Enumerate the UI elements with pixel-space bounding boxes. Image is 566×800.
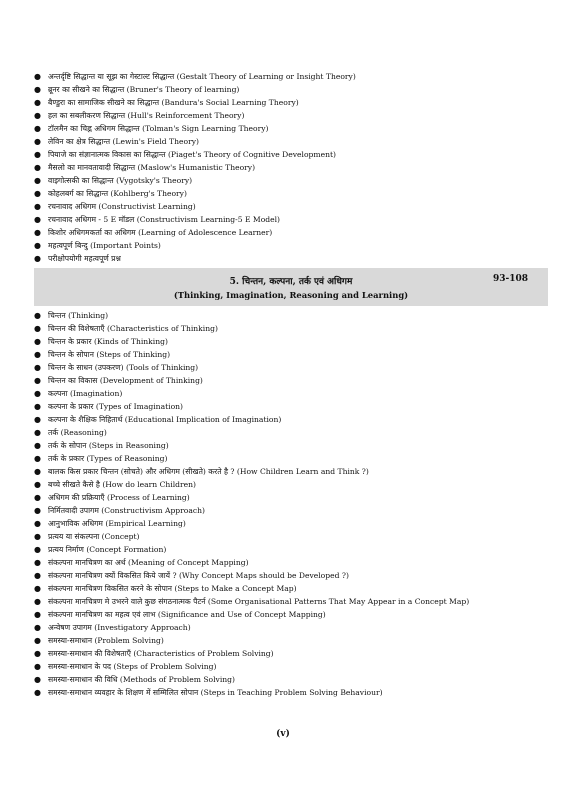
bullet-icon: ● (34, 402, 41, 411)
toc-item-text: प्रत्यय या संकल्पना (Concept) (48, 532, 140, 541)
toc-item (34, 491, 534, 504)
toc-item (34, 465, 534, 478)
toc-item-text: कल्पना के शैक्षिक निहितार्थ (Educational Implication of Imagination) (48, 415, 282, 424)
toc-item-text: प्रत्यय निर्माण (Concept Formation) (48, 545, 167, 554)
toc-item (34, 70, 534, 83)
toc-item (34, 400, 534, 413)
bullet-icon: ● (34, 124, 41, 133)
bullet-icon: ● (34, 137, 41, 146)
bullet-icon: ● (34, 350, 41, 359)
toc-item-text: चिन्तन के प्रकार (Kinds of Thinking) (48, 337, 168, 346)
bullet-icon: ● (34, 337, 41, 346)
toc-item (34, 478, 534, 491)
bullet-icon: ● (34, 85, 41, 94)
bullet-icon: ● (34, 241, 41, 250)
toc-item-text: समस्या-समाधान की विशेषताएँ (Characteristics of Problem Solving) (48, 649, 274, 658)
toc-item-text: परीक्षोपयोगी महत्वपूर्ण प्रश्न (48, 254, 121, 263)
bullet-icon: ● (34, 675, 41, 684)
toc-item-text: अधिगम की प्रक्रियाएँ (Process of Learning) (48, 493, 190, 502)
bullet-icon: ● (34, 376, 41, 385)
bullet-icon: ● (34, 649, 41, 658)
bullet-icon: ● (34, 480, 41, 489)
bullet-icon: ● (34, 202, 41, 211)
toc-item (34, 413, 534, 426)
toc-item-text: संकल्पना मानचित्रण का महत्व एवं लाभ (Significance and Use of Concept Mapping) (48, 610, 326, 619)
bullet-icon: ● (34, 532, 41, 541)
toc-item (34, 374, 534, 387)
chapter-subtitle: (Thinking, Imagination, Reasoning and Learning) (173, 290, 409, 300)
toc-item (34, 621, 534, 634)
toc-item-text: पियाजे का संज्ञानात्मक विकास का सिद्धान्त (Piaget's Theory of Cognitive Development) (48, 150, 336, 159)
toc-item-text: चिन्तन का विकास (Development of Thinking) (48, 376, 203, 385)
bullet-icon: ● (34, 254, 41, 263)
toc-item-text: निर्मितवादी उपागम (Constructivism Approach) (48, 506, 205, 515)
toc-item-text: संकल्पना मानचित्रण का अर्थ (Meaning of Concept Mapping) (48, 558, 249, 567)
bullet-icon: ● (34, 441, 41, 450)
toc-item-text: लेविन का क्षेत्र सिद्धान्त (Lewin's Field Theory) (48, 137, 199, 146)
bullet-icon: ● (34, 454, 41, 463)
toc-item-text: बैण्डुरा का सामाजिक सीखने का सिद्धान्त (Bandura's Social Learning Theory) (48, 98, 299, 107)
toc-item-text: आनुभाविक अधिगम (Empirical Learning) (48, 519, 186, 528)
bullet-icon: ● (34, 610, 41, 619)
toc-item (34, 530, 534, 543)
bullet-icon: ● (34, 584, 41, 593)
toc-list-chapter-5 (34, 309, 534, 699)
toc-item (34, 543, 534, 556)
toc-item-text: टॉलमैन का चिह्न अधिगम सिद्धान्त (Tolman's Sign Learning Theory) (48, 124, 269, 133)
toc-item (34, 660, 534, 673)
toc-item (34, 309, 534, 322)
bullet-icon: ● (34, 98, 41, 107)
toc-item-text: मैसलो का मानवतावादी सिद्धान्त (Maslow's Humanistic Theory) (48, 163, 256, 172)
toc-item-text: समस्या-समाधान के पद (Steps of Problem Solving) (48, 662, 217, 671)
bullet-icon: ● (34, 163, 41, 172)
toc-item (34, 517, 534, 530)
toc-item-text: तर्क के सोपान (Steps in Reasoning) (48, 441, 169, 450)
toc-item-text: समस्या-समाधान की विधि (Methods of Problem Solving) (48, 675, 235, 684)
toc-item (34, 439, 534, 452)
bullet-icon: ● (34, 311, 41, 320)
bullet-icon: ● (34, 428, 41, 437)
toc-item (34, 595, 534, 608)
toc-item (34, 187, 534, 200)
bullet-icon: ● (34, 623, 41, 632)
page-number: (v) (276, 729, 290, 739)
bullet-icon: ● (34, 150, 41, 159)
toc-item-text: समस्या-समाधान (Problem Solving) (48, 636, 164, 645)
toc-item (34, 647, 534, 660)
bullet-icon: ● (34, 597, 41, 606)
bullet-icon: ● (34, 688, 41, 697)
toc-item (34, 361, 534, 374)
toc-item (34, 452, 534, 465)
toc-item-text: चिन्तन के सोपान (Steps of Thinking) (48, 350, 171, 359)
toc-item (34, 174, 534, 187)
bullet-icon: ● (34, 571, 41, 580)
toc-item (34, 582, 534, 595)
toc-item-text: चिन्तन के साधन (उपकरण) (Tools of Thinking) (48, 363, 199, 372)
toc-item (34, 122, 534, 135)
bullet-icon: ● (34, 215, 41, 224)
toc-item-text: तर्क (Reasoning) (48, 428, 107, 437)
toc-item-text: वाइगोत्सकी का सिद्धान्त (Vygotsky's Theory) (48, 176, 193, 185)
toc-item-text: संकल्पना मानचित्रण विकसित करने के सोपान (Steps to Make a Concept Map) (48, 584, 297, 593)
toc-item (34, 556, 534, 569)
toc-item-text: समस्या-समाधान व्यवहार के शिक्षण में सम्मिलित सोपान (Steps in Teaching Problem Solving Behaviour) (48, 688, 383, 697)
toc-item (34, 335, 534, 348)
toc-item-text: अन्वेषण उपागम (Investigatory Approach) (48, 623, 191, 632)
toc-item (34, 226, 534, 239)
bullet-icon: ● (34, 662, 41, 671)
bullet-icon: ● (34, 189, 41, 198)
bullet-icon: ● (34, 467, 41, 476)
toc-item (34, 200, 534, 213)
toc-item (34, 569, 534, 582)
toc-item (34, 252, 534, 265)
toc-item-text: कल्पना के प्रकार (Types of Imagination) (48, 402, 184, 411)
toc-item (34, 109, 534, 122)
toc-item (34, 322, 534, 335)
toc-item (34, 673, 534, 686)
bullet-icon: ● (34, 111, 41, 120)
toc-item (34, 96, 534, 109)
toc-item-text: बालक किस प्रकार चिन्तन (सोचते) और अधिगम (सीखते) करते है ? (How Children Learn and Think ?) (48, 467, 369, 476)
bullet-icon: ● (34, 519, 41, 528)
toc-item (34, 239, 534, 252)
bullet-icon: ● (34, 389, 41, 398)
bullet-icon: ● (34, 72, 41, 81)
toc-item (34, 83, 534, 96)
toc-item (34, 504, 534, 517)
toc-item (34, 161, 534, 174)
chapter-title: 5. चिन्तन, कल्पना, तर्क एवं अधिगम (229, 277, 353, 287)
chapter-heading-bar (34, 268, 548, 306)
toc-item-text: संकल्पना मानचित्रण क्यों विकसित किये जायें ? (Why Concept Maps should be Developed ?) (48, 571, 349, 580)
toc-item-text: कल्पना (Imagination) (48, 389, 123, 398)
toc-item (34, 686, 534, 699)
toc-item-text: अन्तर्दृष्टि सिद्धान्त या सूझ का गेस्टाल्ट सिद्धान्त (Gestalt Theory of Learning or Insight Theory) (48, 72, 356, 81)
toc-item-text: रचनावाद अधिगम - 5 E मॉडल (Constructivism Learning-5 E Model) (48, 215, 281, 224)
toc-item-text: हल का सबलीकरण सिद्धान्त (Hull's Reinforcement Theory) (48, 111, 245, 120)
bullet-icon: ● (34, 636, 41, 645)
bullet-icon: ● (34, 324, 41, 333)
toc-item (34, 148, 534, 161)
bullet-icon: ● (34, 415, 41, 424)
toc-item (34, 135, 534, 148)
bullet-icon: ● (34, 176, 41, 185)
toc-item-text: चिन्तन की विशेषताएँ (Characteristics of Thinking) (48, 324, 218, 333)
toc-item (34, 608, 534, 621)
toc-item (34, 348, 534, 361)
bullet-icon: ● (34, 545, 41, 554)
bullet-icon: ● (34, 228, 41, 237)
toc-item-text: रचनावाद अधिगम (Constructivist Learning) (48, 202, 196, 211)
chapter-page-range: 93-108 (492, 274, 528, 284)
toc-list-previous-chapter (34, 70, 534, 265)
toc-item-text: तर्क के प्रकार (Types of Reasoning) (48, 454, 168, 463)
toc-item-text: बच्चे सीखते कैसे है (How do learn Children) (48, 480, 197, 489)
bullet-icon: ● (34, 363, 41, 372)
toc-item (34, 213, 534, 226)
toc-item-text: संकल्पना मानचित्रण मे उभरने वाले कुछ संगठनात्मक पैटर्न (Some Organisational Patterns That May Appear in a Concept Map) (48, 597, 470, 606)
toc-item-text: चिन्तन (Thinking) (48, 311, 109, 320)
toc-item (34, 634, 534, 647)
toc-item (34, 387, 534, 400)
toc-item-text: ब्रूनर का सीखने का सिद्धान्त (Bruner's Theory of learning) (48, 85, 240, 94)
toc-item-text: किशोर अधिगमकर्ता का अधिगम (Learning of Adolescence Learner) (48, 228, 273, 237)
bullet-icon: ● (34, 558, 41, 567)
toc-item (34, 426, 534, 439)
toc-item-text: कोहलबर्ग का सिद्धान्त (Kohlberg's Theory) (48, 189, 187, 198)
toc-item-text: महत्वपूर्ण बिन्दु (Important Points) (48, 241, 161, 250)
bullet-icon: ● (34, 506, 41, 515)
bullet-icon: ● (34, 493, 41, 502)
